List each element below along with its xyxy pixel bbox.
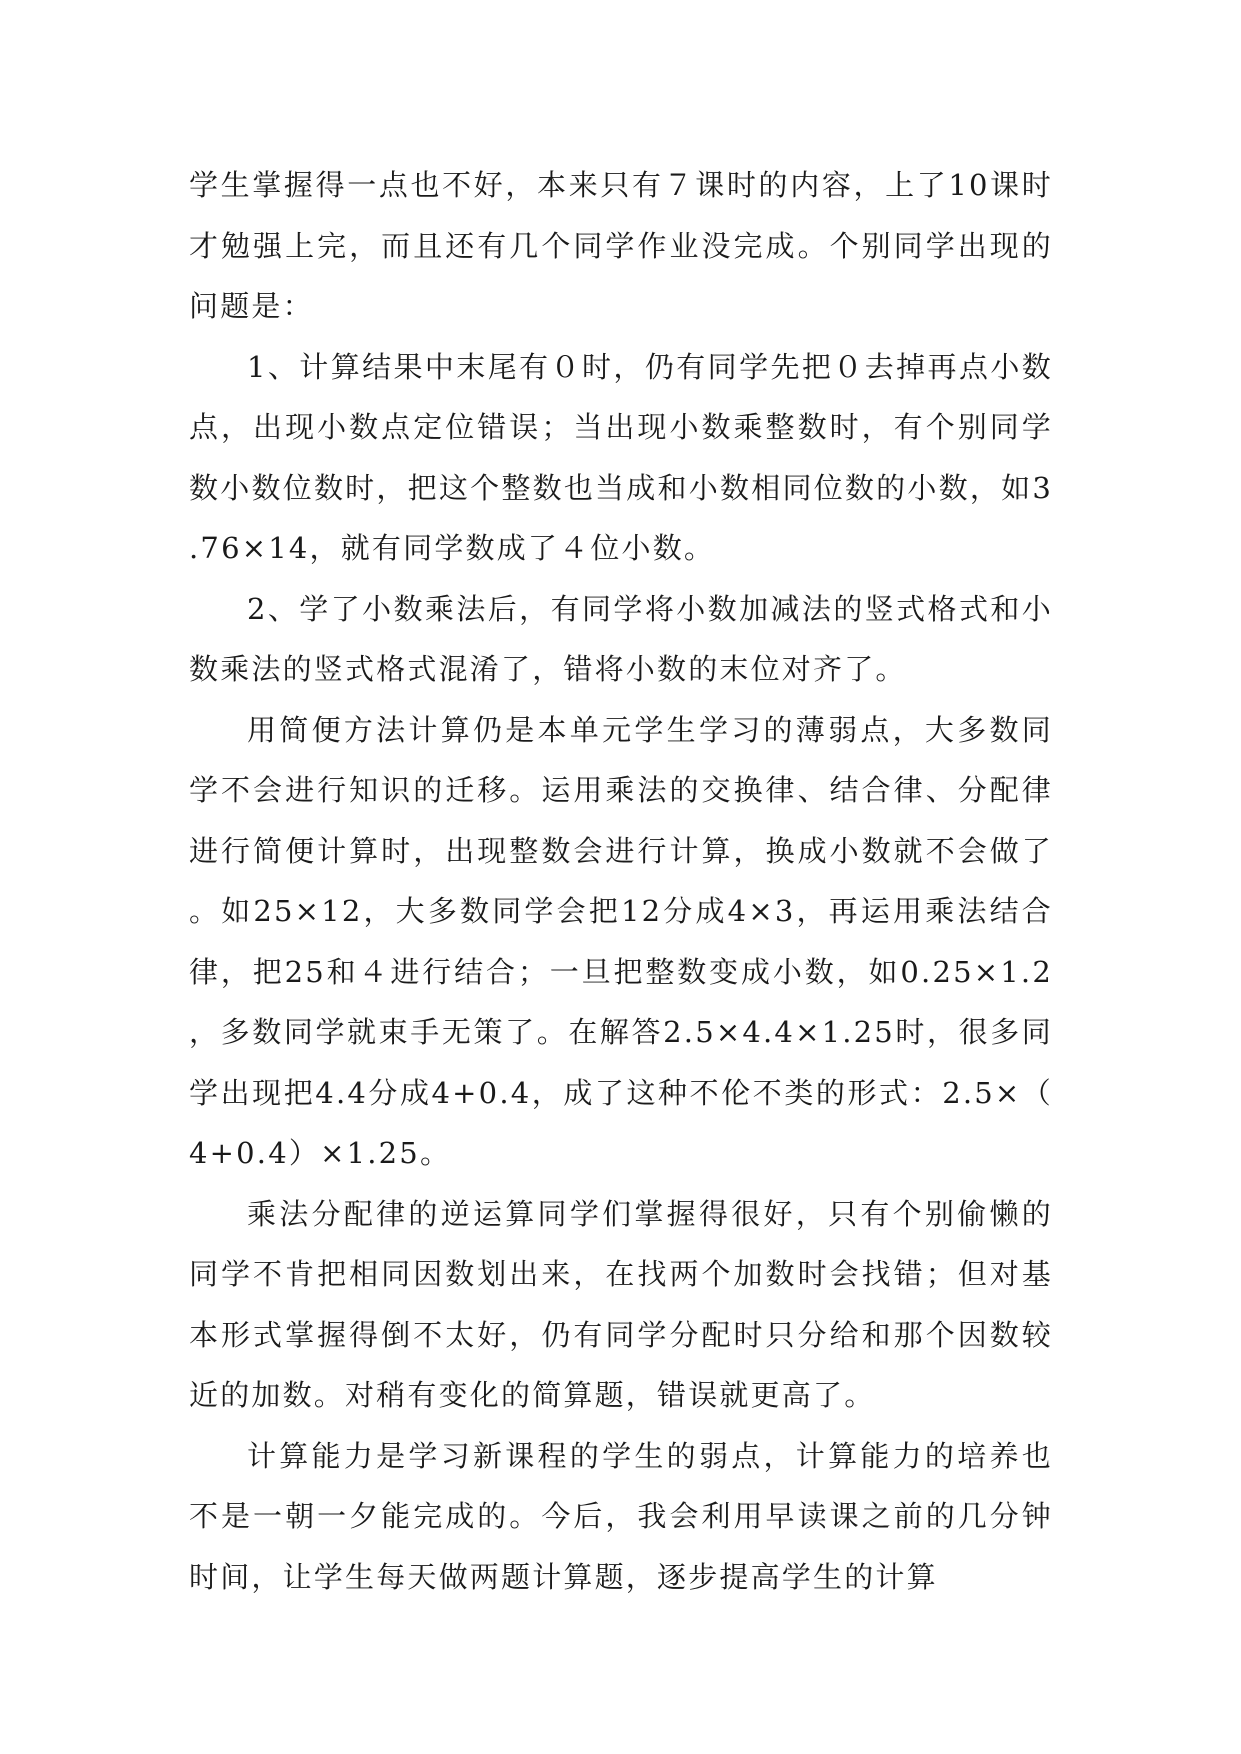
paragraph-5: 乘法分配律的逆运算同学们掌握得很好，只有个别偷懒的同学不肯把相同因数划出来，在找两个加数时会找错；但对基本形式掌握得倒不太好，仍有同学分配时只分给和那个因数较近的加数。对稍有变化的简算题，错误就更高了。 [189, 1196, 1053, 1412]
paragraph-6: 计算能力是学习新课程的学生的弱点，计算能力的培养也不是一朝一夕能完成的。今后，我会利用早读课之前的几分钟时间，让学生每天做两题计算题，逐步提高学生的计算 [189, 1438, 1053, 1594]
paragraph-1: 学生掌握得一点也不好，本来只有７课时的内容，上了10课时才勉强上完，而且还有几个同学作业没完成。个别同学出现的问题是： [189, 168, 1053, 323]
document-page [189, 155, 1053, 1607]
paragraph-2: 1、计算结果中末尾有０时，仍有同学先把０去掉再点小数点，出现小数点定位错误；当出现小数乘整数时，有个别同学数小数位数时，把这个整数也当成和小数相同位数的小数，如3.76×14，就有同学数成了４位小数。 [189, 349, 1053, 565]
paragraph-4: 用简便方法计算仍是本单元学生学习的薄弱点，大多数同学不会进行知识的迁移。运用乘法的交换律、结合律、分配律进行简便计算时，出现整数会进行计算，换成小数就不会做了。如25×12，大多数同学会把12分成4×3，再运用乘法结合律，把25和４进行结合；一旦把整数变成小数，如0.25×1.2，多数同学就束手无策了。在解答2.5×4.4×1.25时，很多同学出现把4.4分成4+0.4，成了这种不伦不类的形式：2.5×（4+0.4）×1.25。 [189, 712, 1053, 1170]
paragraph-3: 2、学了小数乘法后，有同学将小数加减法的竖式格式和小数乘法的竖式格式混淆了，错将小数的末位对齐了。 [189, 591, 1053, 686]
